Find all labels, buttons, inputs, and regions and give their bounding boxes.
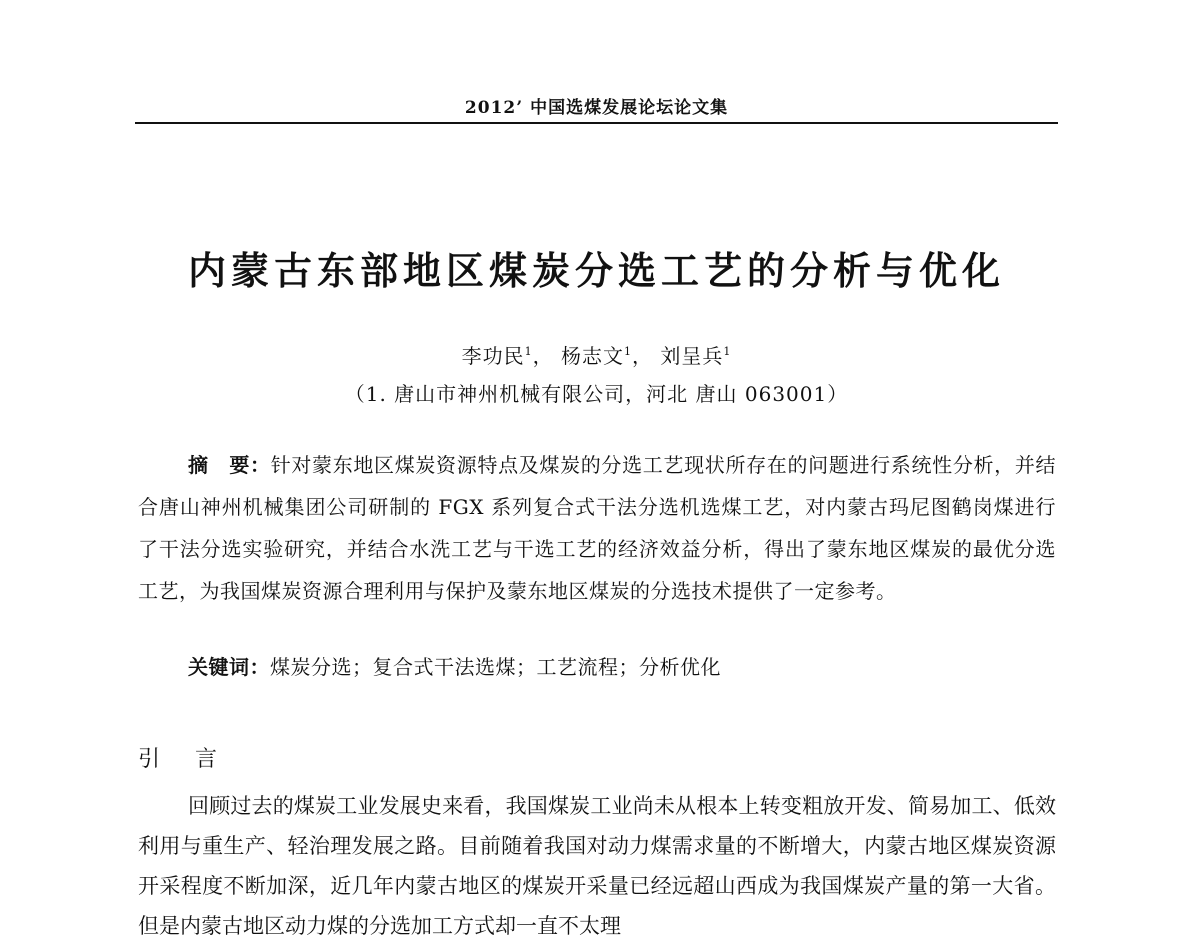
running-header: 2012’ 中国选煤发展论坛论文集 [464,98,729,118]
keywords [188,650,1056,684]
author-affiliation: （1. 唐山市神州机械有限公司，河北 唐山 063001） [344,382,849,406]
keywords-text: 煤炭分选；复合式干法选煤；工艺流程；分析优化 [270,655,721,679]
keywords-label: 关键词： [188,655,270,679]
header-rule [135,122,1058,124]
author-separator: ， [632,344,653,368]
abstract [138,444,1056,612]
author-separator: ， [532,344,554,368]
article-title: 内蒙古东部地区煤炭分选工艺的分析与优化 [187,248,1005,293]
author-name: 杨志文 [561,344,624,368]
abstract-label: 摘 要： [188,453,271,477]
abstract-text: 针对蒙东地区煤炭资源特点及煤炭的分选工艺现状所存在的问题进行系统性分析，并结合唐山神州机械集团公司研制的 FGX 系列复合式干法分选机选煤工艺，对内蒙古玛尼图鹤岗煤进行了干法分选实验研究，并结合水洗工艺与干选工艺的经济效益分析，得出了蒙东地区煤炭的最优分选工艺，为我国煤炭资源合理利用与保护及蒙东地区煤炭的分选技术提供了一定参考。 [138,453,1057,603]
author-name: 刘呈兵 [660,344,724,368]
section-heading-introduction: 引 言 [138,747,231,772]
author-name: 李功民 [461,344,525,368]
author-affiliation-mark: 1 [524,345,533,358]
introduction-paragraph: 回顾过去的煤炭工业发展史来看，我国煤炭工业尚未从根本上转变粗放开发、简易加工、低效利用与重生产、轻治理发展之路。目前随着我国对动力煤需求量的不断增大，内蒙古地区煤炭资源开采程度不断加深，近几年内蒙古地区的煤炭开采量已经远超山西成为我国煤炭产量的第一大省。但是内蒙古地区动力煤的分选加工方式却一直不太理 [138,794,1056,938]
author-affiliation-mark: 1 [723,345,732,358]
author-affiliation-mark: 1 [624,345,632,358]
author-list [135,340,1058,369]
